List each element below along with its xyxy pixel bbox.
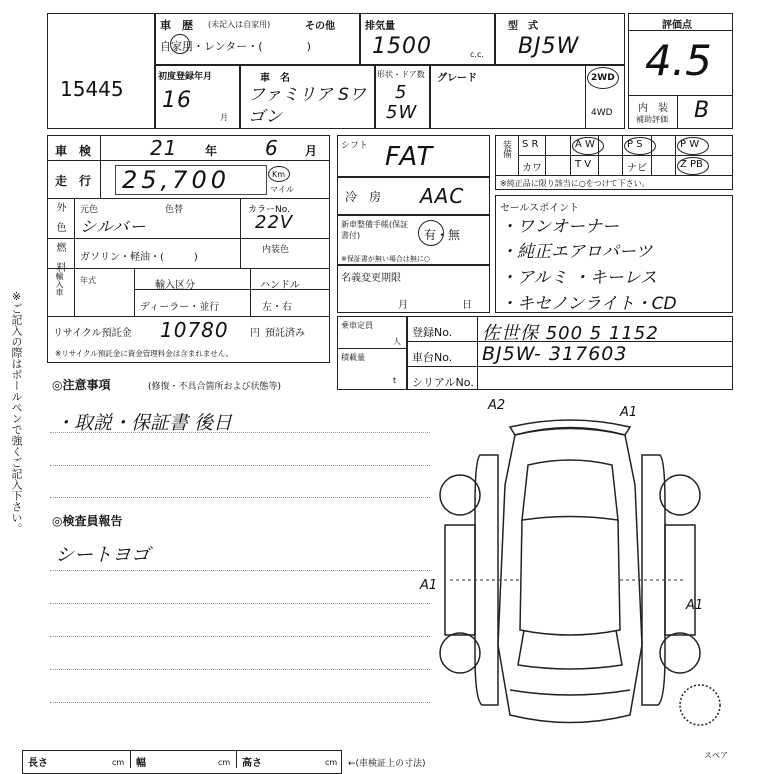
history-other: その他 bbox=[305, 21, 335, 32]
doors-value: 5 bbox=[395, 82, 408, 103]
shape-value: 5W bbox=[386, 102, 418, 123]
mile-label: マイル bbox=[270, 185, 294, 194]
inspector-text: シートヨゴ bbox=[55, 544, 151, 566]
displacement-value: 1500 bbox=[372, 34, 432, 59]
sales-line-2: ・純正エアロパーツ bbox=[500, 242, 653, 262]
equipment-note: ※純正品に限り該当に○をつけて下さい。 bbox=[500, 179, 650, 188]
circle-mark-warranty bbox=[418, 220, 444, 246]
width-label: 幅 bbox=[136, 758, 146, 769]
month-unit: 月 bbox=[305, 144, 318, 158]
height-unit: cm bbox=[325, 758, 338, 767]
sales-title: セールスポイント bbox=[500, 203, 580, 214]
length-label: 長さ bbox=[28, 758, 48, 769]
import-label: 輸入車 bbox=[55, 272, 64, 296]
warranty-label: 新車整備手帳(保証書付) bbox=[341, 220, 409, 240]
circle-mark-km bbox=[268, 166, 290, 182]
width-unit: cm bbox=[218, 758, 231, 767]
first-reg-year: 16 bbox=[162, 88, 192, 113]
circle-mark-private bbox=[170, 34, 190, 54]
lot-number-box bbox=[47, 13, 155, 129]
equipment-item: T V bbox=[575, 159, 592, 170]
color-value: シルバー bbox=[80, 217, 147, 236]
inspector-title: ◎検査員報告 bbox=[52, 514, 123, 528]
ac-value: AAC bbox=[420, 184, 465, 208]
equipment-item: P S bbox=[627, 139, 643, 150]
warranty-note: ※保証書が無い場合は無に○ bbox=[341, 255, 430, 263]
history-label: 車 歴 bbox=[160, 19, 193, 32]
first-reg-month-unit: 月 bbox=[220, 113, 228, 122]
twowd-label: 2WD bbox=[591, 73, 615, 83]
shift-label: シフト bbox=[341, 141, 369, 151]
year-type-label: 年式 bbox=[80, 276, 96, 285]
orig-color-label: 元色 bbox=[80, 205, 99, 215]
length-unit: cm bbox=[112, 758, 125, 767]
fourwd-label: 4WD bbox=[591, 108, 613, 118]
damage-mark-a1-left: A1 bbox=[420, 578, 438, 593]
circle-mark-2wd bbox=[587, 67, 619, 89]
ac-label: 冷 房 bbox=[345, 190, 382, 204]
equipment-item: S R bbox=[522, 139, 539, 150]
equipment-item: カワ bbox=[522, 163, 542, 174]
damage-mark-a1-front: A1 bbox=[620, 405, 638, 420]
mileage-label: 走 行 bbox=[55, 174, 92, 188]
shaken-year: 21 bbox=[150, 136, 178, 160]
equipment-item: ナビ bbox=[627, 163, 647, 174]
car-name-label: 車 名 bbox=[260, 73, 290, 84]
shift-value: FAT bbox=[385, 142, 434, 172]
name-change-label: 名義変更期限 bbox=[341, 273, 401, 284]
model-label: 型 式 bbox=[508, 21, 538, 32]
history-note: (未記入は自家用) bbox=[208, 20, 271, 29]
fuel-options: ガソリン・軽油・( ) bbox=[80, 252, 198, 263]
recycle-note: ※リサイクル預託金に資金管理料金は含まれません。 bbox=[55, 349, 234, 358]
dimension-note: ←(車検証上の寸法) bbox=[348, 759, 426, 769]
displacement-label: 排気量 bbox=[365, 21, 395, 32]
handle-value: 左・右 bbox=[262, 302, 292, 313]
import-class-label: 輸入区分 bbox=[155, 280, 195, 291]
reg-no-value: 佐世保 500 5 1152 bbox=[482, 323, 659, 344]
circle-mark-equipment bbox=[572, 137, 604, 155]
equipment-item: P W bbox=[680, 139, 700, 150]
model-value: BJ5W bbox=[518, 34, 580, 59]
interior-value: B bbox=[694, 98, 711, 123]
sales-line-3: ・アルミ ・キーレス bbox=[500, 268, 657, 288]
sales-line-4: ・キセノンライト・CD bbox=[500, 294, 677, 314]
nc-month-unit: 月 bbox=[398, 300, 408, 311]
equipment-item: A W bbox=[575, 139, 595, 150]
interior-color-label: 内装色 bbox=[262, 245, 290, 255]
color-name-label: 色替 bbox=[165, 205, 184, 215]
damage-mark-a2-front: A2 bbox=[488, 398, 506, 413]
equipment-label: 装備 bbox=[501, 140, 511, 158]
shape-label: 形状・ドア数 bbox=[377, 70, 425, 79]
recycle-label: リサイクル預託金 bbox=[53, 328, 132, 339]
recycle-status: 預託済み bbox=[265, 328, 305, 339]
caution-sub: (修復・不具合箇所および状態等) bbox=[148, 382, 282, 392]
fuel-label: 燃 料 bbox=[54, 242, 65, 272]
spare-label: スペア bbox=[704, 751, 728, 760]
mileage-value: 25,700 bbox=[122, 166, 230, 194]
grade-score-value: 4.5 bbox=[645, 36, 712, 85]
grade-score-label: 評価点 bbox=[662, 20, 692, 31]
side-note: ※ご記入の際はボールペンで強くご記入下さい。 bbox=[10, 290, 23, 534]
recycle-value: 10780 bbox=[160, 318, 229, 342]
sales-line-1: ・ワンオーナー bbox=[500, 217, 619, 237]
serial-label: シリアルNo. bbox=[412, 376, 474, 389]
displacement-unit: c.c. bbox=[470, 50, 484, 59]
chassis-value: BJ5W- 317603 bbox=[482, 343, 628, 365]
chassis-label: 車台No. bbox=[412, 351, 453, 364]
reg-no-label: 登録No. bbox=[412, 326, 453, 339]
dimension-box bbox=[22, 750, 342, 774]
equipment-item: Z PB bbox=[680, 159, 703, 170]
car-name-value: ファミリア Sワゴン bbox=[248, 85, 366, 127]
height-label: 高さ bbox=[242, 758, 262, 769]
circle-mark-equipment bbox=[677, 157, 709, 175]
year-unit: 年 bbox=[205, 144, 218, 158]
import-class-value: ディーラー・並行 bbox=[140, 302, 220, 313]
first-reg-label: 初度登録年月 bbox=[158, 72, 213, 82]
circle-mark-equipment bbox=[677, 137, 709, 155]
recycle-unit: 円 bbox=[250, 328, 260, 339]
shaken-label: 車 検 bbox=[55, 144, 92, 158]
nc-day-unit: 日 bbox=[462, 300, 472, 311]
interior-sub: 補助評価 bbox=[636, 115, 668, 124]
capacity-unit: 人 bbox=[393, 337, 401, 346]
color-no-label: カラーNo. bbox=[248, 205, 290, 215]
history-options: 自家用・レンター・( ) bbox=[160, 40, 311, 53]
interior-label: 内 装 bbox=[638, 103, 668, 114]
km-label: Km bbox=[272, 170, 286, 179]
load-unit: t bbox=[393, 376, 397, 385]
grade-label: グレード bbox=[437, 73, 477, 84]
damage-mark-a1-right: A1 bbox=[686, 598, 704, 613]
caution-title: ◎注意事項 bbox=[52, 378, 111, 392]
handle-label: ハンドル bbox=[260, 280, 300, 291]
color-label: 外 色 bbox=[54, 202, 65, 232]
load-label: 積載量 bbox=[341, 353, 365, 362]
shaken-month: 6 bbox=[265, 136, 279, 160]
caution-text: ・取説・保証書 後日 bbox=[55, 412, 233, 434]
color-no-value: 22V bbox=[255, 212, 294, 233]
lot-number: 15445 bbox=[60, 77, 124, 101]
warranty-options: 有・無 bbox=[424, 228, 461, 242]
car-diagram bbox=[420, 395, 730, 735]
capacity-label: 乗車定員 bbox=[341, 321, 373, 330]
